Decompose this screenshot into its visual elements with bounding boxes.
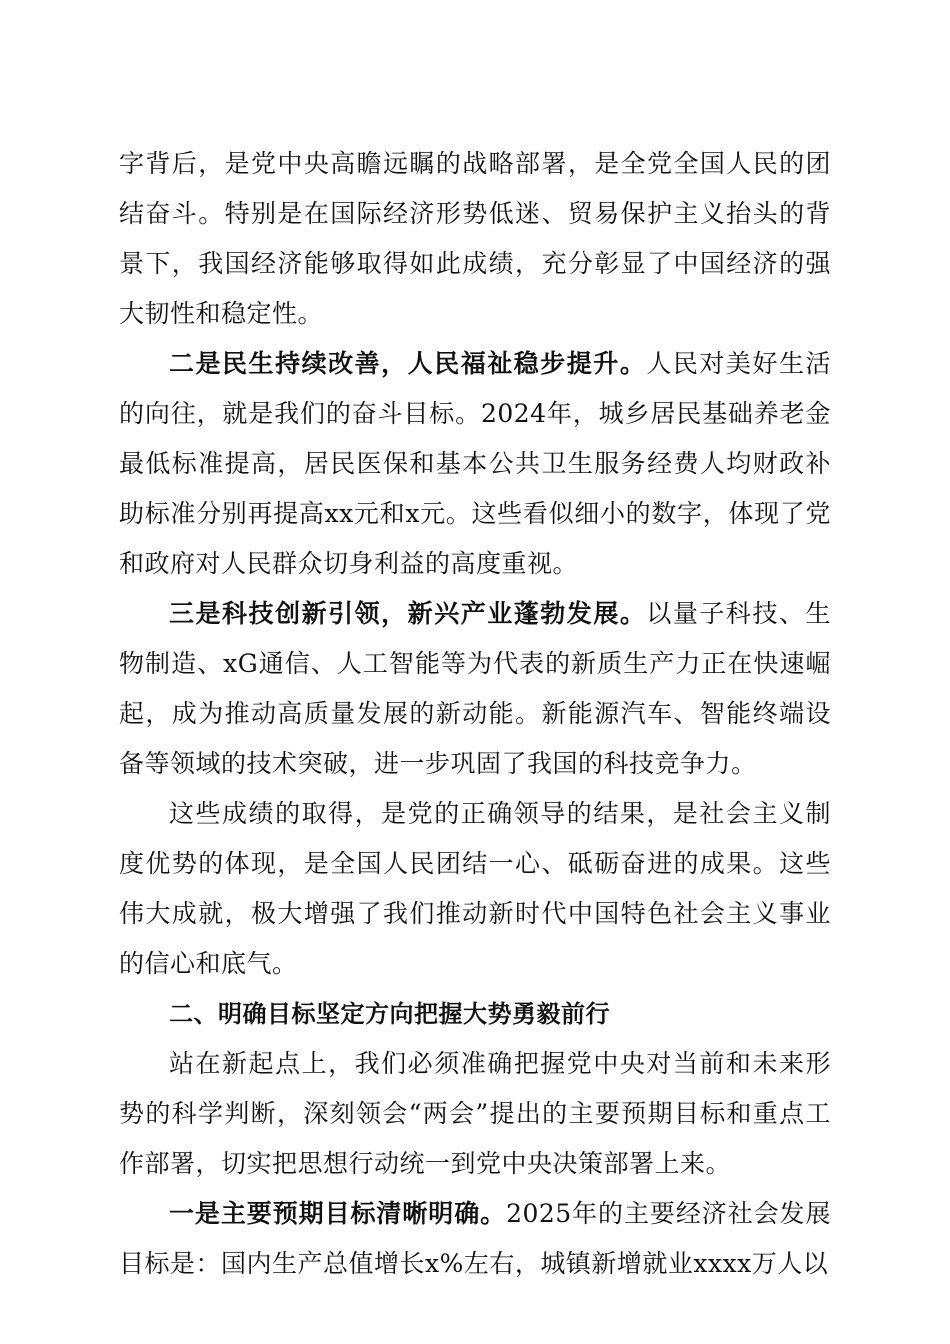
paragraph-livelihood <box>119 339 831 589</box>
paragraph-text: 以量子科技、生物制造、xG通信、人工智能等为代表的新质生产力正在快速崛起，成为推动高质量发展的新动能。新能源汽车、智能终端设备等领域的技术突破，进一步巩固了我国的科技竞争力。 <box>119 599 831 778</box>
paragraph-new-starting-point <box>119 1039 831 1189</box>
paragraph-text: 人民对美好生活的向往，就是我们的奋斗目标。2024年，城乡居民基础养老金最低标准提高，居民医保和基本公共卫生服务经费人均财政补助标准分别再提高xx元和x元。这些看似细小的数字，体现了党和政府对人民群众切身利益的高度重视。 <box>119 349 831 578</box>
paragraph-targets <box>119 1189 831 1289</box>
paragraph-technology <box>119 589 831 789</box>
paragraph-text: 这些成绩的取得，是党的正确领导的结果，是社会主义制度优势的体现，是全国人民团结一心、砥砺奋进的成果。这些伟大成就，极大增强了我们推动新时代中国特色社会主义事业的信心和底气。 <box>119 799 831 978</box>
paragraph-lead: 一是主要预期目标清晰明确。 <box>169 1199 507 1228</box>
paragraph-text: 站在新起点上，我们必须准确把握党中央对当前和未来形势的科学判断，深刻领会“两会”提出的主要预期目标和重点工作部署，切实把思想行动统一到党中央决策部署上来。 <box>119 1049 831 1178</box>
paragraph-text: 2025年的主要经济社会发展目标是：国内生产总值增长x%左右，城镇新增就业xxxx万人以 <box>119 1199 831 1278</box>
paragraph-text: 字背后，是党中央高瞻远瞩的战略部署，是全党全国人民的团结奋斗。特别是在国际经济形势低迷、贸易保护主义抬头的背景下，我国经济能够取得如此成绩，充分彰显了中国经济的强大韧性和稳定性。 <box>119 149 831 328</box>
section-heading: 二、明确目标坚定方向把握大势勇毅前行 <box>169 1000 610 1028</box>
paragraph-lead: 三是科技创新引领，新兴产业蓬勃发展。 <box>169 599 647 628</box>
paragraph-achievements <box>119 789 831 989</box>
paragraph-continuation <box>119 139 831 339</box>
paragraph-lead: 二是民生持续改善，人民福祉稳步提升。 <box>169 349 647 378</box>
document-body <box>119 139 831 1289</box>
